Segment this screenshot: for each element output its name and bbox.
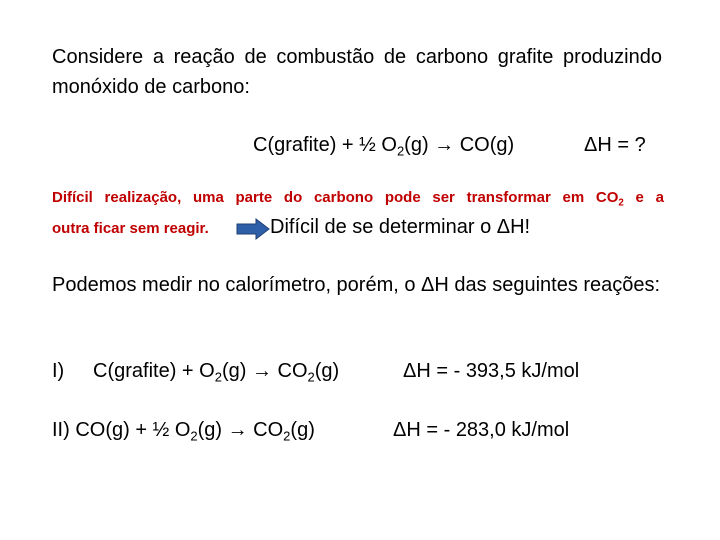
reaction-1-equation: C(grafite) + $O_2(g) \to CO_2(g)$ bbox=[93, 360, 340, 385]
warning-line-1 bbox=[52, 189, 664, 209]
warning-word: parte bbox=[235, 189, 273, 206]
warning-word: ser bbox=[432, 189, 455, 206]
warning-word: em bbox=[562, 189, 585, 206]
main-reaction-delta-h: ΔH = ? bbox=[584, 134, 646, 156]
warning-word: a bbox=[655, 189, 664, 206]
main-reaction-equation bbox=[253, 130, 514, 160]
warning-word: e bbox=[635, 189, 644, 206]
reaction-1-delta-h: ΔH = - 393,5 kJ/mol bbox=[403, 360, 580, 382]
main-reaction-part1: C(grafite) + ½ O bbox=[253, 134, 397, 156]
warning-line-2: outra ficar sem reagir. bbox=[52, 220, 209, 237]
warning-co2: $CO_2$ bbox=[595, 189, 624, 209]
measure-paragraph: Podemos medir no calorímetro, porém, o ΔH das seguintes reações: bbox=[52, 274, 661, 296]
reaction-1-label: I) bbox=[52, 360, 65, 382]
conclusion-text: Difícil de se determinar o ΔH! bbox=[270, 216, 531, 238]
intro-paragraph: Considere a reação de combustão de carbono grafite produzindo monóxido de carbono: bbox=[52, 46, 662, 98]
reaction-2-equation: II) CO(g) + ½ $O_2(g) \to CO_2(g)$ bbox=[52, 419, 315, 444]
warning-word: realização, bbox=[104, 189, 182, 206]
main-reaction-part2: (g) → CO(g) bbox=[404, 134, 515, 156]
warning-word: transformar bbox=[466, 189, 551, 206]
reaction-2-delta-h: ΔH = - 283,0 kJ/mol bbox=[393, 419, 570, 441]
warning-word: uma bbox=[192, 189, 224, 206]
right-arrow-icon bbox=[236, 218, 270, 240]
main-reaction-subscript: 2 bbox=[396, 143, 405, 159]
warning-word: pode bbox=[384, 189, 421, 206]
warning-word: Difícil bbox=[52, 189, 93, 206]
warning-word: do bbox=[283, 189, 303, 206]
reaction-2-label: II) bbox=[52, 419, 70, 441]
warning-word: carbono bbox=[313, 189, 374, 206]
